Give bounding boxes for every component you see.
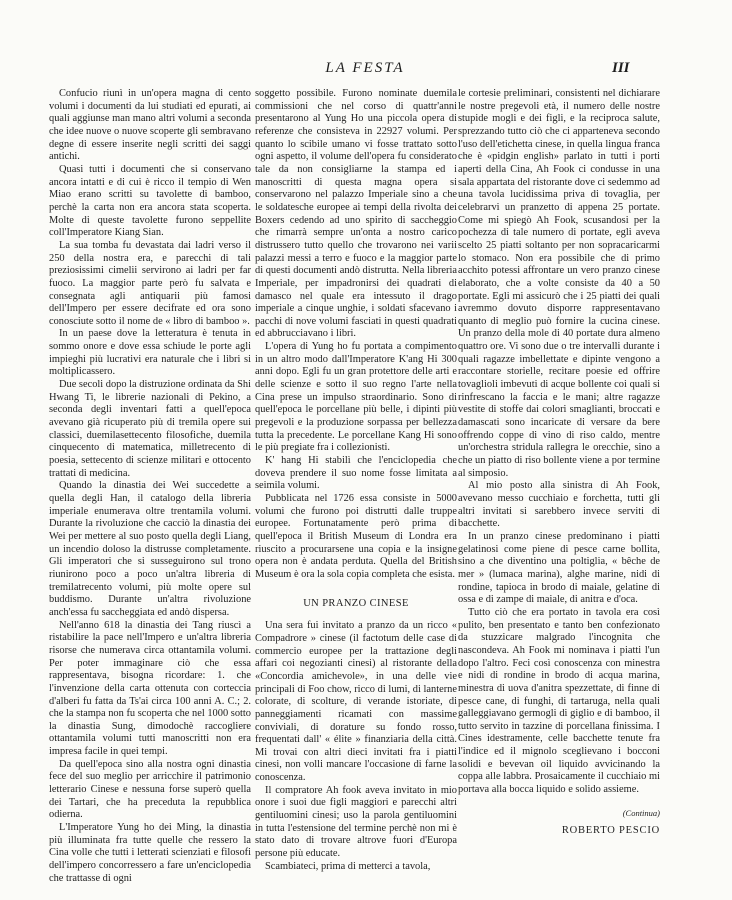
paragraph: Pubblicata nel 1726 essa consiste in 5000 volumi che furono poi distrutti dalle truppe europee. Fortunatamente però prima di quell'epoca il British Museum di Londra era riuscito a procurarsene una copia e la insigne opera non è andata perduta. Quella del British Museum è ora la sola copia completa che esista. xyxy=(255,493,457,580)
continued-note: (Continua) xyxy=(622,807,660,818)
author-byline: ROBERTO PESCIO xyxy=(561,825,660,837)
section-heading: UN PRANZO CINESE xyxy=(303,597,409,609)
paragraph: Tutto ciò che era portato in tavola era così pulito, ben presentato e tanto ben confezionato da stuzzicare malgrado l'incognita che nascondeva. Ah Fook mi nominava i piatti l'un dopo l'altro. Feci così conoscenza con minestra e nidi di rondine in brodo di acqua marina, minestra di uova d'anitra spezzettate, di finne di pesce cane, di funghi, di tartaruga, nella quali galleggiavano germogli di giglio e di bamboo, il tutto servito in tazzine di porcellana finissima. I Cines idestramente, celle bacchette tenute fra l'indice ed il mignolo sceglievano i bocconi solidi e bevevan oil liquido avvicinando la coppa alle labbra. Prosaicamente il cucchiaio mi portava alla bocca liquido e solido assieme. xyxy=(458,606,660,796)
paragraph: K' hang Hi stabilì che l'enciclopedia che doveva prendere il suo nome fosse limitata a seimila volumi. xyxy=(255,455,457,492)
page-number: III xyxy=(612,60,630,76)
text-column-2 xyxy=(255,88,457,873)
paragraph: Confucio riunì in un'opera magna di cento volumi i documenti da lui studiati ed epurati, ai quali aggiunse man mano altri volumi a seconda che idee nuove o nuove scoperte gli sembravano degne di essere inserite negli scritti dei saggi antichi. xyxy=(49,88,251,163)
paragraph: Da quell'epoca sino alla nostra ogni dinastia fece del suo meglio per arricchire il patrimonio letterario Cinese e nessuna forse superò quella dei Tartari, che ha preceduta la repubblica odierna. xyxy=(49,758,251,821)
paragraph: L'Imperatore Yung ho dei Ming, la dinastia più illuminata fra tutte quelle che ressero la Cina volle che tutti i letterati scienziati e filosofi dell'impero concorressero a fare un'enciclopedia che trattasse di ogni xyxy=(49,822,251,884)
paragraph: Quando la dinastia dei Wei succedette a quella degli Han, il catalogo della libreria imperiale enumerava oltre trentamila volumi. Durante la rivoluzione che cacciò la dinastia dei Wei per mettere al suo posto quella degli Liang, un incendio doloso la distrusse completamente. Gli imperatori che si susseguirono sul trono riunirono poco a poco un'altra libreria di tremilatrecento volumi, più molte opere sul buddismo. Durante un'altra rivoluzione anch'essa fu saccheggiata ed andò dispersa. xyxy=(49,480,251,618)
paragraph: In un paese dove la letteratura è tenuta in sommo onore e dove essa schiude le porte agli impieghi più lucrativi era naturale che i libri si moltiplicassero. xyxy=(49,328,251,378)
paragraph: Nell'anno 618 la dinastia dei Tang riuscì a ristabilire la pace nell'Impero e un'altra libreria risorse che numerava circa ottantamila volumi. Per poter immaginare ciò che essa rappresentava, bisogna ricordare: 1. che l'invenzione della carta ottenuta con corteccia d'alberi fu fatta da Ts'ai circa 100 anni A. C.; 2. che la stampa non fu scoperta che nel 1000 sotto la dinastia Sung, dimodochè raccogliere ottantamila volumi tutti manoscritti non era impresa facile in quei tempi. xyxy=(49,619,251,758)
text-column-3 xyxy=(458,88,660,838)
paragraph: In un pranzo cinese predominano i piatti gelatinosi come piene di pesce carne bollita, sino a che diventino una poltiglia, « bêche de mer » (lumaca marina), alghe marine, nidi di rondine, tapioca in brodo di maiale, gelatine di ossa e di zampe di maiale, di anitra e d'oca. xyxy=(458,530,660,606)
paragraph: Al mio posto alla sinistra di Ah Fook, avevano messo cucchiaio e forchetta, tutti gli altri invitati si sarebbero invece serviti di bacchette. xyxy=(458,480,660,530)
paragraph: Una sera fui invitato a pranzo da un ricco « Compadrore » cinese (il factotum delle case di commercio europee per la trattazione degli affari coi negozianti cinesi) al ristorante della «Concordia amichevole», in una delle vie principali di Foo chow, ricco di lumi, di lanterne colorate, di scolture, di verande istoriate, di panneggiamenti ricamati con massime conviviali, di dorature su fondo rosso, frequentati dall' « élite » finanziaria della città. Mi trovai con altri dieci invitati fra i piatti cinesi, non volli mancare l'occasione di farne la conoscenza. xyxy=(255,620,457,784)
paragraph: le cortesie preliminari, consistenti nel dichiarare le nostre pregevoli età, il numero delle nostre stupide mogli e dei figli, e la reciproca salute, sprezzando tutto ciò che ci apparteneva secondo l'uso dell'etichetta cinese, in quella lingua franca che è «pidgin english» parlato in tutti i porti aperti della Cina, Ah Fook ci condusse in una sala appartata del ristorante dove ci sedemmo ad una tavola lucidissima priva di tovaglia, per celebrarvi un pranzetto di appena 25 portate. Come mi spiegò Ah Fook, scusandosi per la pochezza di tale numero di portate, egli aveva scelto 25 piatti soltanto per non sopracaricarmi lo stomaco. Non era possibile che di primo acchito potessi affrontare un vero pranzo cinese elaborato, che a volte consiste da 40 a 50 portate. Egli mi assicurò che i 25 piatti dei quali avremmo dovuto disporre rappresentavano quanto di meglio può fornire la cucina cinese. Un pranzo della mole di 40 portate dura almeno quattro ore. Vi sono due o tre intervalli durante i quali ragazze imbellettate e dipinte vengono a raccontare storielle, recitare poesie ed offrire tovaglioli imbevuti di acque bollente coi quali si rinfrescano la faccia e le mani; altre ragazze vestite di stoffe dai colori smaglianti, broccati e damascati sono incaricate di versare da bere offrendo coppe di vino di riso caldo, mentre un'orchestra stridula rallegra le orecchie, sino a che un piatto di riso bollente viene a por termine al simposio. xyxy=(458,88,660,479)
paragraph: Quasi tutti i documenti che si conservano ancora intatti e di cui è ricco il tempio di Wen Miao erano scritti su tavolette di bamboo, perchè la carta non era ancora stata scoperta. Molte di queste tavolette furono seppellite coll'Imperatore Kiang Sian. xyxy=(49,163,251,239)
running-head xyxy=(0,60,732,80)
paragraph: Due secoli dopo la distruzione ordinata da Shi Hwang Ti, le librerie nazionali di Pekino, a seconda degli inventari fatti a quell'epoca avevano già ricuperato più di tremila opere sui classici, duemilasettecento filosofiche, duemila cinquecento di matematica, milletrecento di poesia, settecento di scienze militari e ottocento trattati di medicina. xyxy=(49,379,251,479)
paragraph: Scambiateci, prima di metterci a tavola, xyxy=(265,860,431,872)
running-title: LA FESTA xyxy=(325,60,405,76)
paragraph: soggetto possibile. Furono nominate duemila commissioni che nel corso di quattr'anni presentarono al Yung Ho una piccola opera di referenze che consisteva in 22927 volumi. Per quanto lo scibile umano vi fosse trattato sotto ogni aspetto, il volume dell'opera fu considerato tale da non consigliarne la stampa ed i manoscritti di questa magna opera si conservarono nel palazzo Imperiale sino a che le soldatesche europee ai tempi della rivolta dei Boxers cedendo ad uno spirito di saccheggio che rimarrà sempre un'onta a nostro carico distrussero tutto quello che trovarono nei varii palazzi messi a terro e fuoco e la maggior parte di questi documenti andò distrutta. Nella libreria Imperiale, per impadronirsi dei quadrati di damasco nel quale era intessuto il drago imperiale a cinque unghie, i soldati sfacevano i pacchi di nove volumi fasciati in questi quadrati ed abbrucciavano i libri. xyxy=(255,88,457,340)
paragraph: L'opera di Yung ho fu portata a compimento in un altro modo dall'Imperatore K'ang Hi 300 anni dopo. Egli fu un gran protettore delle arti e delle scienze e sotto il suo regno l'arte nella Cina prese un impulso straordinario. Sono di quell'epoca le porcellane più belle, i dipinti più pregevoli e la produzione sorpassa per bellezza tutta la precedente. Le porcellane Kang Hi sono le più pregiate fra i collezionisti. xyxy=(255,341,457,454)
text-column-1 xyxy=(49,88,251,885)
paragraph: Il compratore Ah fook aveva invitato in mio onore i suoi due figli maggiori e parecchi altri gentiluomini cinesi; uso la parola gentiluomini in tutta l'estensione del termine perchè non mi è stato dato di trovare altrove fuori d'Europa persone più educate. xyxy=(255,784,457,860)
paragraph: La sua tomba fu devastata dai ladri verso il 250 della nostra era, e parecchi di tali preziosissimi cimelii servirono ai ladri per far fuoco. La maggior parte però fu salvata e consegnata agli antiquarii più famosi dell'Impero per essere decifrate ed ora sono conosciute sotto il nome de « libro di bamboo ». xyxy=(49,239,251,327)
